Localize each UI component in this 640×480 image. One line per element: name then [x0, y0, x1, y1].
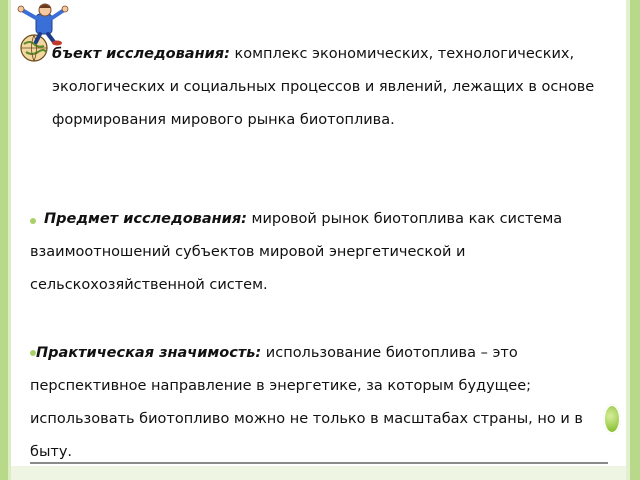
paragraph-significance: [30, 337, 600, 469]
paragraph-label: Предмет исследования:: [44, 211, 247, 227]
paragraph-text: мировой рынок биотоплива как система взаимоотношений субъектов мировой энергетической и сельскохозяйственной систем.: [30, 211, 563, 293]
slide-nav-button[interactable]: [603, 404, 621, 434]
bottom-divider: [30, 462, 608, 464]
slide-frame-right: [630, 0, 640, 480]
paragraph-text: комплекс экономических, технологических, экологических и социальных процессов и явлений, лежащих в основе формирования мирового рынка биотоплива.: [52, 46, 595, 128]
paragraph-object: [52, 38, 607, 137]
paragraph-label: Практическая значимость:: [36, 345, 262, 361]
bottom-band: [11, 466, 626, 480]
paragraph-label: бъект исследования:: [52, 46, 230, 62]
paragraph-subject: [30, 203, 600, 302]
paragraph-text: использование биотоплива – это перспективное направление в энергетике, за которым будущее; использовать биотопливо можно не только в масштабах страны, но и в быту.: [30, 345, 583, 460]
slide-frame-left: [0, 0, 8, 480]
